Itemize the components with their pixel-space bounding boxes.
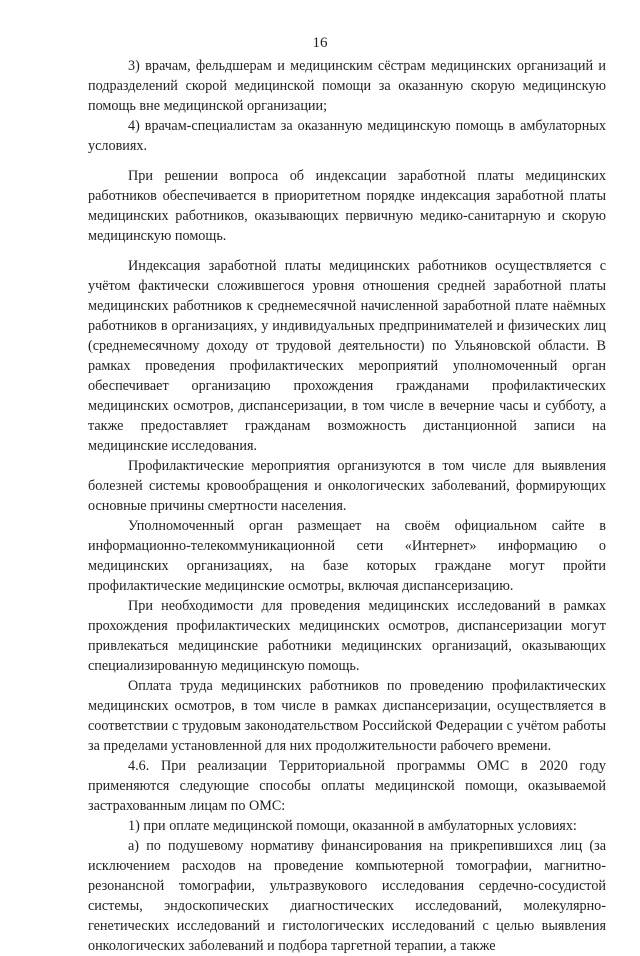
paragraph-payment-labor: Оплата труда медицинских работников по проведению профилактических медицинских осмотров, в том числе в рамках диспансеризации, осуществляется в соответствии с трудовым законодательством Российской Федерации с учётом работы за пределами установленной для них продолжительности рабочего времени. (88, 678, 606, 754)
paragraph-outpatient: 1) при оплате медицинской помощи, оказанной в амбулаторных условиях: (128, 818, 577, 834)
paragraph-item-4: 4) врачам-специалистам за оказанную медицинскую помощь в амбулаторных условиях. (88, 118, 606, 154)
paragraph-indexation-priority: При решении вопроса об индексации заработной платы медицинских работников обеспечивается в приоритетном порядке индексация заработной платы медицинских работников, оказывающих первичную медико-санитарную и скорую медицинскую помощь. (88, 168, 606, 244)
paragraph-preventive-measures: Профилактические мероприятия организуются в том числе для выявления болезней системы кровообращения и онкологических заболеваний, формирующих основные причины смертности населения. (88, 458, 606, 514)
paragraph-item-3: 3) врачам, фельдшерам и медицинским сёстрам медицинских организаций и подразделений скорой медицинской помощи за оказанную скорую медицинскую помощь вне медицинской организации; (88, 58, 606, 114)
page-number: 16 (312, 35, 328, 51)
paragraph-specialists: При необходимости для проведения медицинских исследований в рамках прохождения профилактических медицинских осмотров, диспансеризации могут привлекаться медицинские работники медицинских организаций, оказывающих специализированную медицинскую помощь. (88, 598, 606, 674)
paragraph-website-info: Уполномоченный орган размещает на своём официальном сайте в информационно-телекоммуникационной сети «Интернет» информацию о медицинских организациях, на базе которых граждане могут пройти профилактические медицинские осмотры, включая диспансеризацию. (88, 518, 606, 594)
paragraph-per-capita: а) по подушевому нормативу финансирования на прикрепившихся лиц (за исключением расходов на проведение компьютерной томографии, магнитно-резонансной томографии, ультразвукового исследования сердечно-сосудистой системы, эндоскопических диагностических исследований, молекулярно-генетических исследований и гистологических исследований с целью выявления онкологических заболеваний и подбора таргетной терапии, а также (88, 838, 606, 954)
paragraph-indexation-level: Индексация заработной платы медицинских работников осуществляется с учётом фактически сложившегося уровня отношения средней заработной платы медицинских работников к среднемесячной начисленной заработной плате наёмных работников в организациях, у индивидуальных предпринимателей и физических лиц (среднемесячному доходу от трудовой деятельности) по Ульяновской области. В рамках проведения профилактических мероприятий уполномоченный орган обеспечивает организацию прохождения гражданами профилактических медицинских осмотров, диспансеризации, в том числе в вечерние часы и субботу, а также предоставляет гражданам возможность дистанционной записи на медицинские исследования. (88, 258, 606, 454)
paragraph-section-4-6: 4.6. При реализации Территориальной программы ОМС в 2020 году применяются следующие способы оплаты медицинской помощи, оказываемой застрахованным лицам по ОМС: (88, 758, 606, 814)
document-body (88, 56, 606, 956)
